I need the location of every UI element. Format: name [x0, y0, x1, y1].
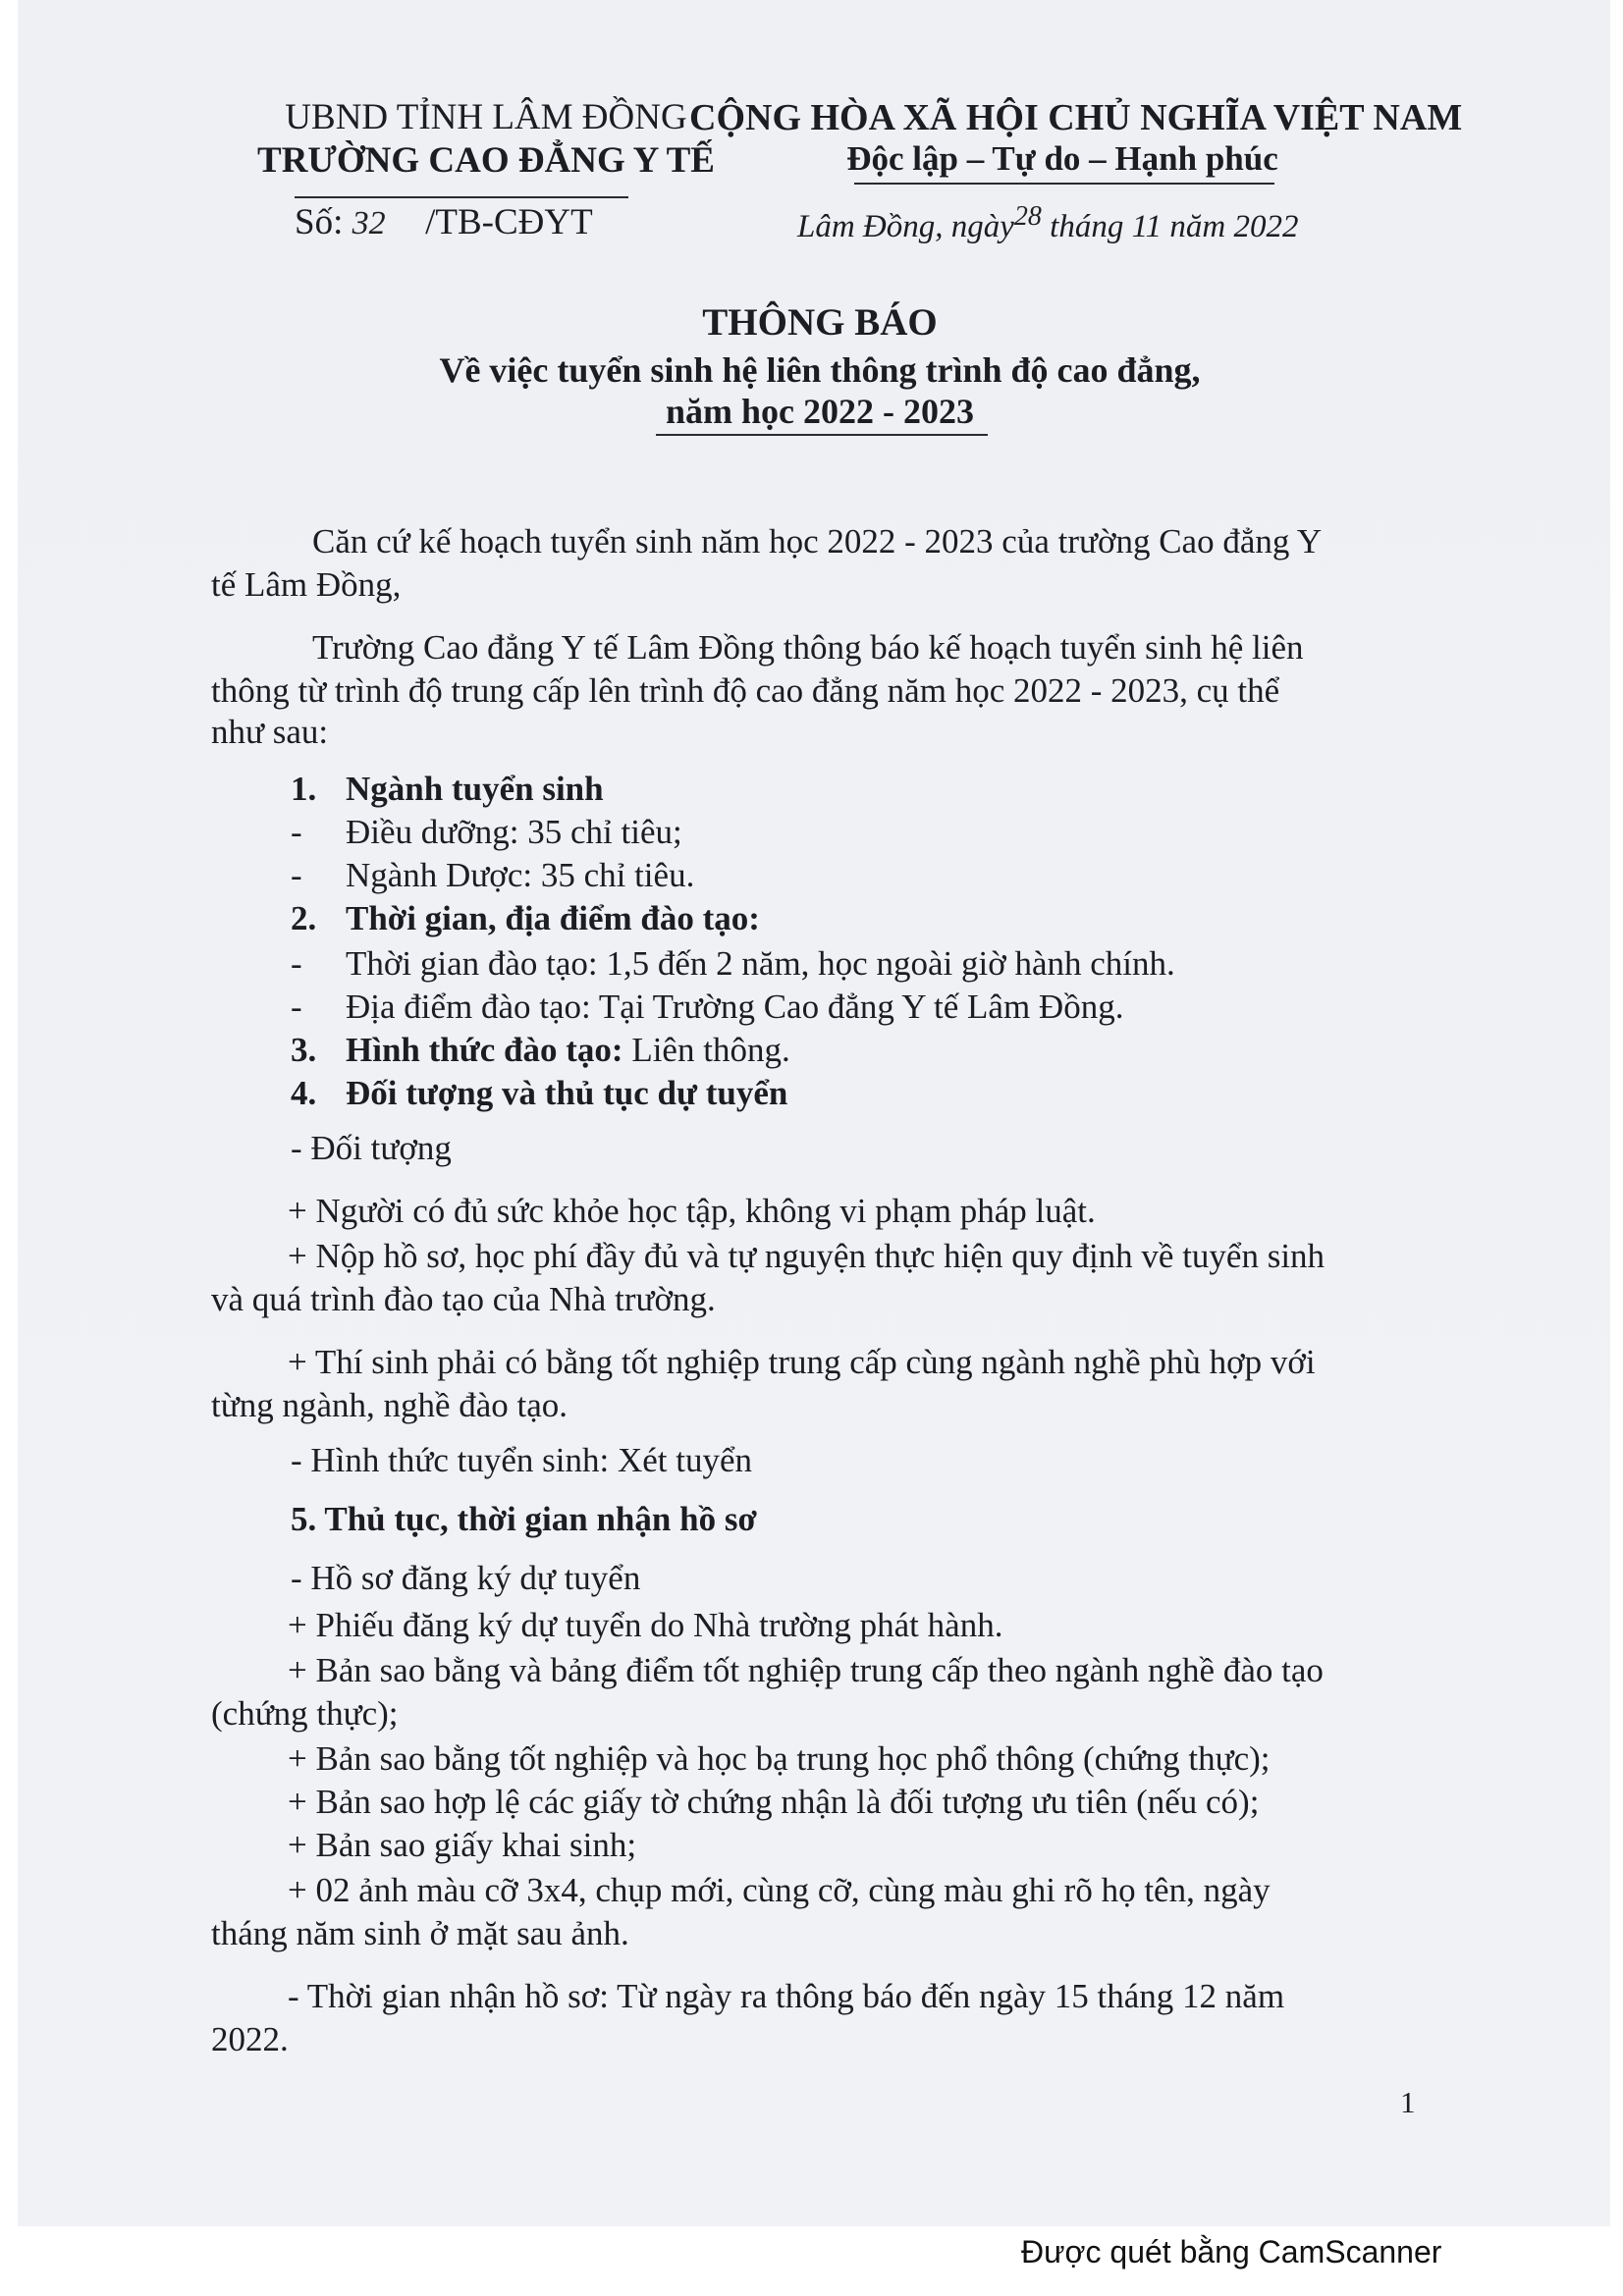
section-1-number: 1. [291, 770, 317, 808]
intro-p2-line2: thông từ trình độ trung cấp lên trình độ cao đẳng năm học 2022 - 2023, cụ thể [211, 671, 1280, 710]
section-4-number: 4. [291, 1074, 317, 1112]
document-item-4: + Bản sao hợp lệ các giấy tờ chứng nhận là đối tượng ưu tiên (nếu có); [288, 1783, 1260, 1821]
section-1-title: Ngành tuyển sinh [346, 770, 604, 808]
school-name: TRƯỜNG CAO ĐẲNG Y TẾ [257, 140, 715, 181]
section-3-value: Liên thông. [631, 1031, 790, 1069]
date-prefix: Lâm Đồng, ngày [797, 209, 1014, 244]
list-item: Điều dưỡng: 35 chỉ tiêu; [346, 813, 682, 851]
section-3-title: Hình thức đào tạo: [346, 1031, 623, 1069]
criteria-2-line2: và quá trình đào tạo của Nhà trường. [211, 1280, 716, 1318]
list-dash: - [291, 856, 302, 894]
admission-method: - Hình thức tuyển sinh: Xét tuyển [291, 1441, 753, 1479]
criteria-3-line2: từng ngành, nghề đào tạo. [211, 1386, 568, 1424]
criteria-2-line1: + Nộp hồ sơ, học phí đầy đủ và tự nguyện thực hiện quy định về tuyển sinh [288, 1237, 1325, 1275]
document-item-2-line2: (chứng thực); [211, 1694, 399, 1733]
page-number: 1 [1400, 2085, 1416, 2119]
list-item: Thời gian đào tạo: 1,5 đến 2 năm, học ngoài giờ hành chính. [346, 944, 1175, 983]
number-suffix: /TB-CĐYT [425, 202, 593, 242]
date-suffix: tháng 11 năm 2022 [1050, 209, 1299, 244]
document-item-6-line2: tháng năm sinh ở mặt sau ảnh. [211, 1914, 629, 1952]
scanner-footer: Được quét bằng CamScanner [1021, 2234, 1442, 2269]
document-item-2-line1: + Bản sao bằng và bảng điểm tốt nghiệp trung cấp theo ngành nghề đào tạo [288, 1651, 1324, 1689]
section-2-number: 2. [291, 899, 317, 937]
list-item: Địa điểm đào tạo: Tại Trường Cao đẳng Y tế Lâm Đồng. [346, 988, 1124, 1026]
intro-p1-line2: tế Lâm Đồng, [211, 565, 402, 604]
number-value: 32 [352, 205, 386, 241]
national-title: CỘNG HÒA XÃ HỘI CHỦ NGHĨA VIỆT NAM [689, 97, 1463, 138]
submission-time-line2: 2022. [211, 2020, 289, 2058]
intro-p2-line1: Trường Cao đẳng Y tế Lâm Đồng thông báo kế hoạch tuyển sinh hệ liên [312, 628, 1304, 667]
list-item: Ngành Dược: 35 chỉ tiêu. [346, 856, 695, 894]
motto-underline [854, 183, 1274, 185]
list-dash: - [291, 988, 302, 1026]
date-day: 28 [1013, 201, 1042, 232]
list-dash: - [291, 944, 302, 983]
intro-p2-line3: như sau: [211, 713, 329, 751]
document-item-6-line1: + 02 ảnh màu cỡ 3x4, chụp mới, cùng cỡ, cùng màu ghi rõ họ tên, ngày [288, 1871, 1271, 1909]
section-2-title: Thời gian, địa điểm đào tạo: [346, 899, 760, 937]
issue-date [797, 201, 1298, 245]
section-4-sublabel: - Đối tượng [291, 1129, 452, 1167]
notice-subtitle-2: năm học 2022 - 2023 [666, 392, 974, 431]
agency-name: UBND TỈNH LÂM ĐỒNG [285, 97, 687, 137]
national-motto: Độc lập – Tự do – Hạnh phúc [846, 139, 1278, 178]
submission-time-line1: - Thời gian nhận hồ sơ: Từ ngày ra thông báo đến ngày 15 tháng 12 năm [288, 1977, 1285, 2015]
document-item-5: + Bản sao giấy khai sinh; [288, 1826, 637, 1864]
section-4-title: Đối tượng và thủ tục dự tuyển [346, 1074, 788, 1112]
criteria-1: + Người có đủ sức khỏe học tập, không vi phạm pháp luật. [288, 1192, 1096, 1230]
section-5-sublabel: - Hồ sơ đăng ký dự tuyển [291, 1559, 641, 1597]
list-dash: - [291, 813, 302, 851]
document-item-1: + Phiếu đăng ký dự tuyển do Nhà trường phát hành. [288, 1606, 1003, 1644]
title-underline [656, 434, 988, 436]
notice-subtitle-1: Về việc tuyển sinh hệ liên thông trình độ cao đẳng, [439, 350, 1201, 390]
criteria-3-line1: + Thí sinh phải có bằng tốt nghiệp trung cấp cùng ngành nghề phù hợp với [288, 1343, 1316, 1381]
document-item-3: + Bản sao bằng tốt nghiệp và học bạ trung học phổ thông (chứng thực); [288, 1739, 1271, 1778]
notice-title: THÔNG BÁO [702, 301, 938, 344]
number-label: Số: [295, 202, 344, 242]
document-number [295, 201, 593, 243]
school-name-underline [295, 196, 628, 198]
section-5-title: 5. Thủ tục, thời gian nhận hồ sơ [291, 1500, 757, 1538]
section-3-line [346, 1029, 790, 1072]
intro-p1-line1: Căn cứ kế hoạch tuyển sinh năm học 2022 - 2023 của trường Cao đẳng Y [312, 522, 1323, 561]
section-3-number: 3. [291, 1031, 317, 1069]
